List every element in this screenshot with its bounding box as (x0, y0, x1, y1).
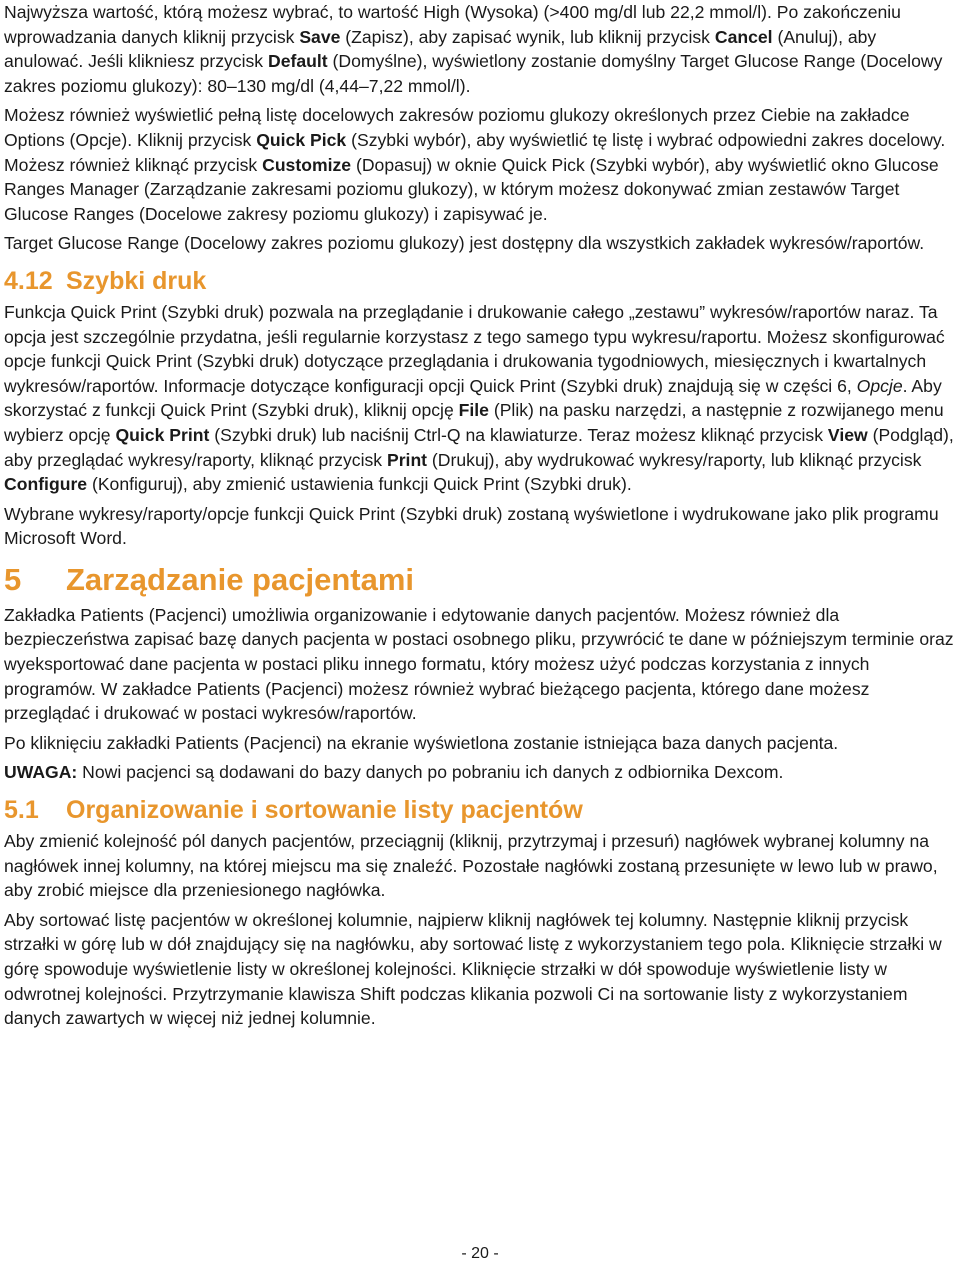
customize-label: Customize (262, 154, 352, 175)
text: (Domyślne), wyświetlony zostanie domyślny Target Glucose Range (Docelowy zakres poziomu glukozy): 80–130 mg/dl (4,44–7,22 mmol/l). (4, 51, 943, 96)
paragraph-reorder-columns: Aby zmienić kolejność pól danych pacjentów, przeciągnij (kliknij, przytrzymaj i przesuń) nagłówek wybranej kolumny na nagłówek innej kolumny, na której miejscu ma się znaleźć. Pozostałe nagłówki zostaną przesunięte w lewo lub w prawo, aby zrobić miejsce dla przeniesionego nagłówka. (4, 831, 938, 901)
section-title: Zarządzanie pacjentami (66, 561, 415, 597)
paragraph-target-range-buttons (4, 0, 956, 98)
paragraph-quick-print (4, 300, 956, 497)
text: Najwyższa wartość, którą możesz wybrać, to wartość High (Wysoka) (>400 mg/dl lub 22,2 mmol/l). Po zakończeniu wprowadzania danych kliknij przycisk (4, 2, 901, 47)
paragraph-patients-database: Po kliknięciu zakładki Patients (Pacjenci) na ekranie wyświetlona zostanie istniejąca baza danych pacjenta. (4, 732, 839, 753)
text: . Aby skorzystać z funkcji Quick Print (Szybki druk), kliknij opcję (4, 375, 942, 421)
section-title: Organizowanie i sortowanie listy pacjentów (66, 796, 583, 825)
text: (Dopasuj) w oknie Quick Pick (Szybki wybór), aby wyświetlić okno Glucose Ranges Manager (Zarządzanie zakresami poziomu glukozy), w którym możesz dokonywać zmian zestawów Target Glucose Ranges (Docelowe zakresy poziomu glukozy) i zapisywać je. (4, 154, 939, 224)
file-label: File (458, 400, 489, 421)
cancel-label: Cancel (714, 26, 773, 47)
paragraph-word-output: Wybrane wykresy/raporty/opcje funkcji Quick Print (Szybki druk) zostaną wyświetlone i wydrukowane jako plik programu Microsoft Word. (4, 503, 939, 549)
default-label: Default (268, 51, 328, 72)
save-label: Save (299, 26, 341, 47)
options-italic: Opcje (856, 375, 903, 396)
quick-print-label: Quick Print (115, 424, 210, 445)
paragraph-note (4, 760, 956, 785)
section-heading-5-1 (4, 795, 956, 825)
text: (Podgląd), aby przeglądać wykresy/raporty, kliknąć przycisk (4, 424, 954, 470)
text: (Drukuj), aby wydrukować wykresy/raporty, lub kliknąć przycisk (427, 449, 922, 470)
paragraph-target-range-availability: Target Glucose Range (Docelowy zakres poziomu glukozy) jest dostępny dla wszystkich zakładek wykresów/raportów. (4, 233, 925, 254)
text: (Szybki druk) lub naciśnij Ctrl-Q na klawiaturze. Teraz możesz kliknąć przycisk (209, 424, 828, 445)
section-number: 5.1 (4, 796, 39, 825)
text: (Konfiguruj), aby zmienić ustawienia funkcji Quick Print (Szybki druk). (87, 474, 632, 495)
text: (Zapisz), aby zapisać wynik, lub kliknij przycisk (340, 26, 715, 47)
section-number: 4.12 (4, 266, 53, 295)
text: (Szybki wybór), aby wyświetlić tę listę i wybrać odpowiedni zakres docelowy. Możesz również kliknąć przycisk (4, 129, 946, 175)
page-number: - 20 - (461, 1245, 499, 1262)
text: (Plik) na pasku narzędzi, a następnie z rozwijanego menu wybierz opcję (4, 400, 944, 445)
configure-label: Configure (4, 474, 88, 495)
paragraph-quick-pick (4, 103, 956, 226)
section-title: Szybki druk (66, 266, 207, 295)
text: Funkcja Quick Print (Szybki druk) pozwala na przeglądanie i drukowanie całego „zestawu” wykresów/raportów naraz. Ta opcja jest szczególnie przydatna, jeśli regularnie korzystasz z tego samego typu wykresu/raportu. Możesz skonfigurować opcje funkcji Quick Print (Szybki druk) dotyczące przeglądania i drukowania tygodniowych, miesięcznych i kwartalnych wykresów/raportów. Informacje dotyczące konfiguracji opcji Quick Print (Szybki druk) znajdują się w części 6, (4, 301, 945, 396)
print-label: Print (386, 449, 428, 470)
document-page (4, 0, 956, 1031)
quick-pick-label: Quick Pick (256, 129, 347, 150)
section-heading-5 (4, 561, 956, 599)
text: Nowi pacjenci są dodawani do bazy danych po pobraniu ich danych z odbiornika Dexcom. (77, 762, 784, 783)
section-number: 5 (4, 561, 22, 597)
paragraph-sort-list: Aby sortować listę pacjentów w określonej kolumnie, najpierw kliknij nagłówek tej kolumny. Następnie kliknij przycisk strzałki w górę lub w dół znajdujący się na nagłówku, aby sortować listę z wykorzystaniem tego pola. Kliknięcie strzałki w górę spowoduje wyświetlenie listy w określonej kolejności. Kliknięcie strzałki w dół spowoduje wyświetlenie listy w odwrotnej kolejności. Przytrzymanie klawisza Shift podczas klikania pozwoli Ci na sortowanie listy z wykorzystaniem danych zawartych w więcej niż jednej kolumnie. (4, 909, 942, 1029)
text: (Anuluj), aby anulować. Jeśli klikniesz przycisk (4, 26, 877, 72)
section-heading-4-12 (4, 266, 956, 296)
text: Możesz również wyświetlić pełną listę docelowych zakresów poziomu glukozy określonych przez Ciebie na zakładce Options (Opcje). Kliknij przycisk (4, 105, 910, 150)
view-label: View (827, 424, 868, 445)
paragraph-patients-tab: Zakładka Patients (Pacjenci) umożliwia organizowanie i edytowanie danych pacjentów. Możesz również dla bezpieczeństwa zapisać bazę danych pacjenta w postaci osobnego pliku, przywrócić te dane w późniejszym terminie oraz wyeksportować dane pacjenta w postaci pliku innego formatu, który możesz użyć podczas korzystania z innych programów. W zakładce Patients (Pacjenci) możesz również wybrać bieżącego pacjenta, którego dane możesz przeglądać i drukować w postaci wykresów/raportów. (4, 604, 954, 724)
note-label: UWAGA: (4, 762, 78, 783)
